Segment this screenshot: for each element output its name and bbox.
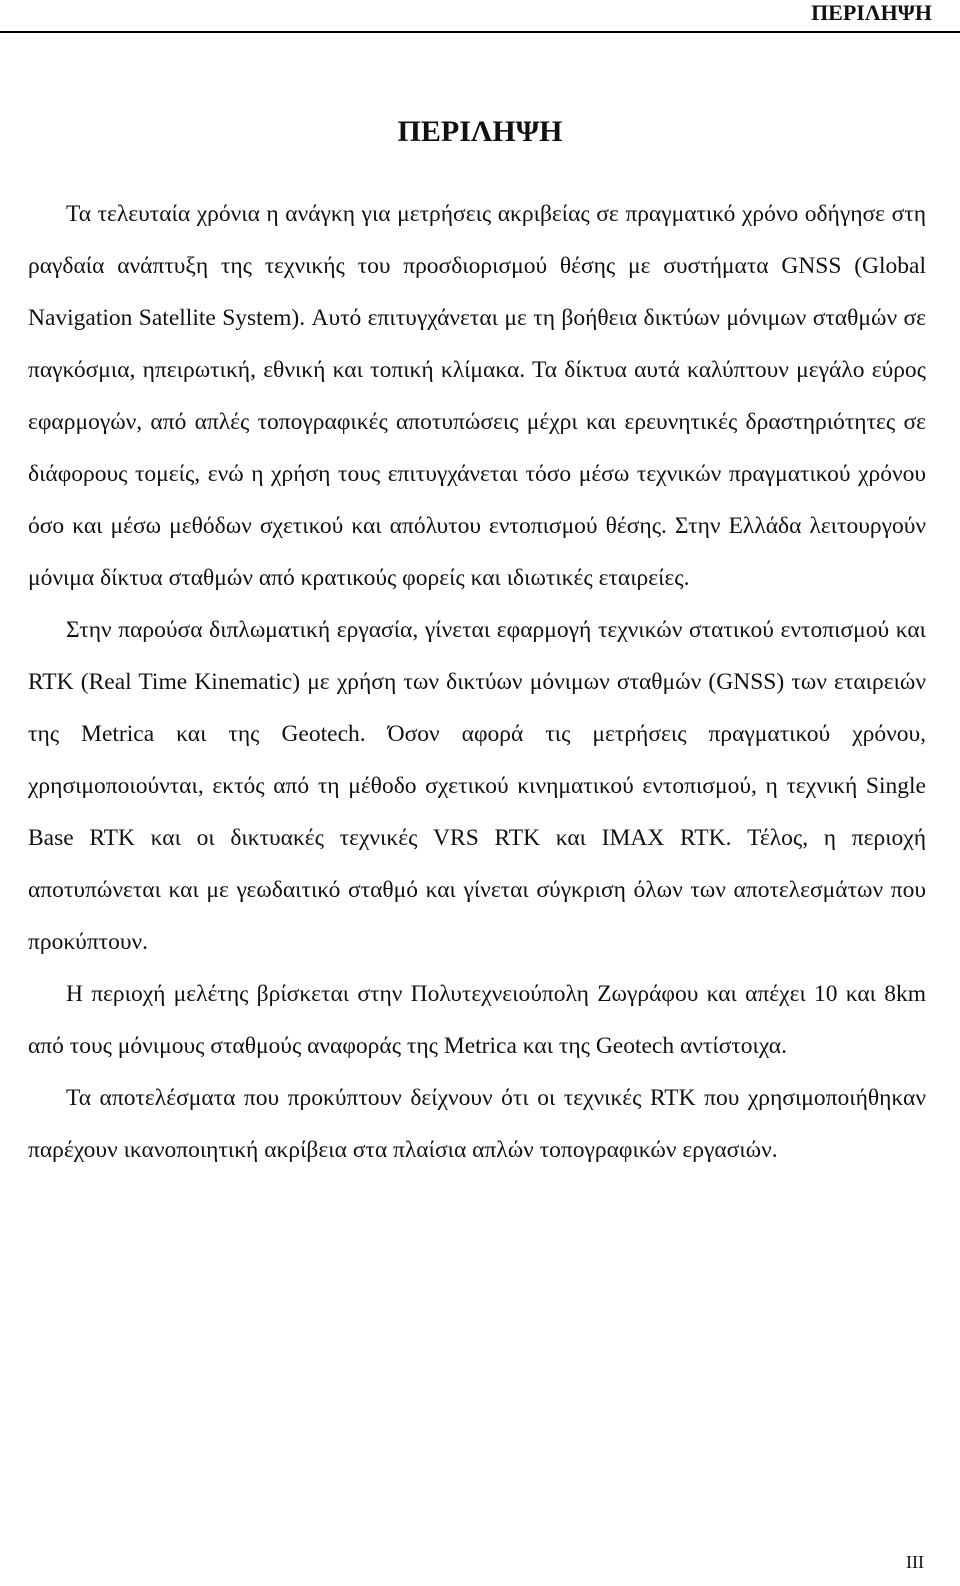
abstract-paragraph-3: Η περιοχή μελέτης βρίσκεται στην Πολυτεχνειούπολη Ζωγράφου και απέχει 10 και 8km από τους μόνιμους σταθμούς αναφοράς της Metrica και της Geotech αντίστοιχα. [28, 981, 926, 1059]
abstract-body [28, 188, 926, 1176]
page-title: ΠΕΡΙΛΗΨΗ [397, 115, 563, 148]
page-number: III [906, 1552, 924, 1572]
header-divider [0, 31, 960, 33]
abstract-paragraph-2: Στην παρούσα διπλωματική εργασία, γίνεται εφαρμογή τεχνικών στατικού εντοπισμού και RTK (Real Time Kinematic) με χρήση των δικτύων μόνιμων σταθμών (GNSS) των εταιρειών της Metrica και της Geotech. Όσον αφορά τις μετρήσεις πραγματικού χρόνου, χρησιμοποιούνται, εκτός από τη μέθοδο σχετικού κινηματικού εντοπισμού, η τεχνική Single Base RTK και οι δικτυακές τεχνικές VRS RTK και IMAX RTK. Τέλος, η περιοχή αποτυπώνεται και με γεωδαιτικό σταθμό και γίνεται σύγκριση όλων των αποτελεσμάτων που προκύπτουν. [28, 617, 926, 955]
abstract-paragraph-1: Τα τελευταία χρόνια η ανάγκη για μετρήσεις ακριβείας σε πραγματικό χρόνο οδήγησε στη ραγδαία ανάπτυξη της τεχνικής του προσδιορισμού θέσης με συστήματα GNSS (Global Navigation Satellite System). Αυτό επιτυγχάνεται με τη βοήθεια δικτύων μόνιμων σταθμών σε παγκόσμια, ηπειρωτική, εθνική και τοπική κλίμακα. Τα δίκτυα αυτά καλύπτουν μεγάλο εύρος εφαρμογών, από απλές τοπογραφικές αποτυπώσεις μέχρι και ερευνητικές δραστηριότητες σε διάφορους τομείς, ενώ η χρήση τους επιτυγχάνεται τόσο μέσω τεχνικών πραγματικού χρόνου όσο και μέσω μεθόδων σχετικού και απόλυτου εντοπισμού θέσης. Στην Ελλάδα λειτουργούν μόνιμα δίκτυα σταθμών από κρατικούς φορείς και ιδιωτικές εταιρείες. [28, 201, 926, 591]
running-header: ΠΕΡΙΛΗΨΗ [811, 0, 932, 25]
abstract-paragraph-4: Τα αποτελέσματα που προκύπτουν δείχνουν ότι οι τεχνικές RTK που χρησιμοποιήθηκαν παρέχουν ικανοποιητική ακρίβεια στα πλαίσια απλών τοπογραφικών εργασιών. [28, 1085, 926, 1163]
